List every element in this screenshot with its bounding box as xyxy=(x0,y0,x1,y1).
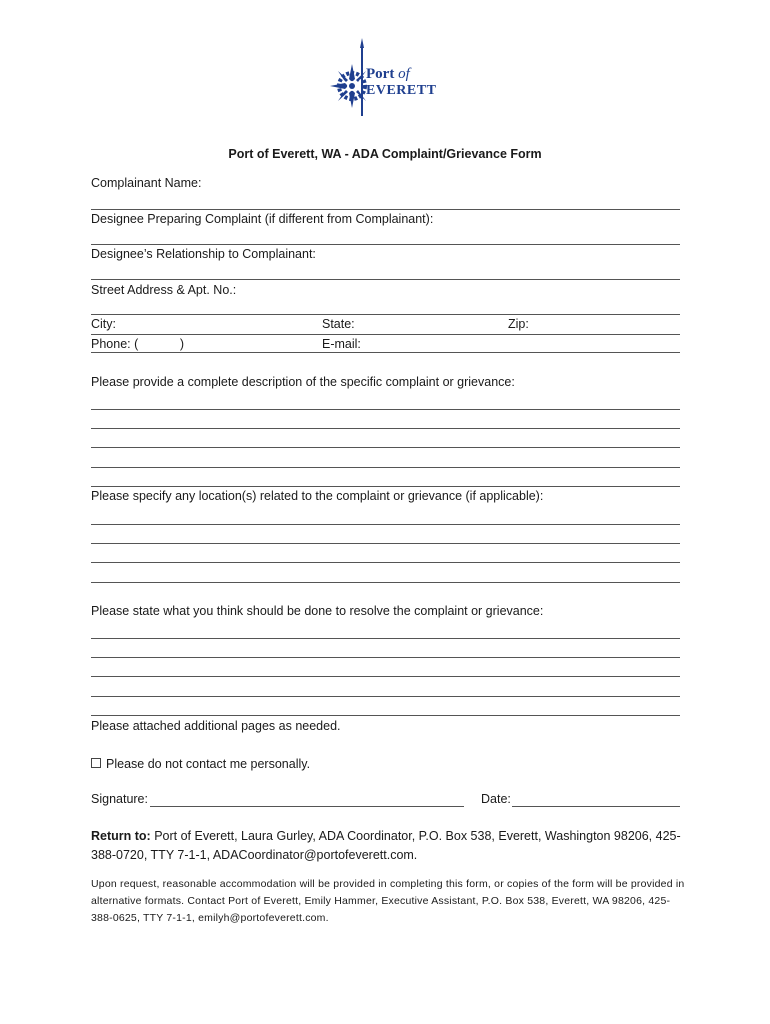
no-contact-option[interactable] xyxy=(91,757,310,771)
city-state-zip-field[interactable] xyxy=(91,334,680,335)
locations-line[interactable] xyxy=(91,524,680,525)
street-field[interactable] xyxy=(91,314,680,315)
description-line[interactable] xyxy=(91,467,680,468)
resolution-line[interactable] xyxy=(91,696,680,697)
locations-line[interactable] xyxy=(91,562,680,563)
accommodation-note: Upon request, reasonable accommodation will be provided in completing this form, or copies of the form will be provided in alternative formats. Contact Port of Everett, Emily Hammer, Executive Assistant, P.O. Box 538, Everett, WA 98206, 425-388-0625, TTY 7-1-1, emilyh@portofeverett.com. xyxy=(91,878,685,924)
description-line[interactable] xyxy=(91,486,680,487)
attach-note: Please attached additional pages as needed. xyxy=(91,719,341,733)
phone-email-field[interactable] xyxy=(91,352,680,353)
locations-line[interactable] xyxy=(91,582,680,583)
resolution-line[interactable] xyxy=(91,657,680,658)
no-contact-label: Please do not contact me personally. xyxy=(106,757,311,771)
city-label: City: xyxy=(91,317,116,331)
designee-field[interactable] xyxy=(91,244,680,245)
resolution-line[interactable] xyxy=(91,638,680,639)
locations-line[interactable] xyxy=(91,543,680,544)
date-field[interactable] xyxy=(512,806,680,807)
description-line[interactable] xyxy=(91,409,680,410)
date-label: Date: xyxy=(481,792,511,806)
email-label: E-mail: xyxy=(322,337,361,351)
zip-label: Zip: xyxy=(508,317,529,331)
complainant-name-label: Complainant Name: xyxy=(91,176,202,190)
resolution-line[interactable] xyxy=(91,676,680,677)
return-to-label: Return to: xyxy=(91,829,151,843)
description-question: Please provide a complete description of the specific complaint or grievance: xyxy=(91,375,515,389)
state-label: State: xyxy=(322,317,355,331)
phone-label: Phone: ( ) xyxy=(91,337,185,351)
logo-everett-text: EVERETT xyxy=(366,83,437,98)
signature-field[interactable] xyxy=(150,806,464,807)
description-line[interactable] xyxy=(91,447,680,448)
form-title: Port of Everett, WA - ADA Complaint/Grievance Form xyxy=(228,147,542,161)
street-label: Street Address & Apt. No.: xyxy=(91,283,237,297)
checkbox-icon[interactable] xyxy=(91,758,101,768)
logo-port-text: Port of xyxy=(366,66,410,82)
relationship-label: Designee’s Relationship to Complainant: xyxy=(91,247,316,261)
description-line[interactable] xyxy=(91,428,680,429)
locations-question: Please specify any location(s) related to the complaint or grievance (if applicable): xyxy=(91,489,544,503)
complainant-name-field[interactable] xyxy=(91,209,680,210)
return-to-block xyxy=(91,827,691,865)
designee-label: Designee Preparing Complaint (if different from Complainant): xyxy=(91,212,434,226)
relationship-field[interactable] xyxy=(91,279,680,280)
return-to-address: Port of Everett, Laura Gurley, ADA Coordinator, P.O. Box 538, Everett, Washington 98206, 425-388-0720, TTY 7-1-1, ADACoordinator@portofeverett.com. xyxy=(91,829,681,862)
resolution-line[interactable] xyxy=(91,715,680,716)
resolution-question: Please state what you think should be done to resolve the complaint or grievance: xyxy=(91,604,544,618)
signature-label: Signature: xyxy=(91,792,148,806)
